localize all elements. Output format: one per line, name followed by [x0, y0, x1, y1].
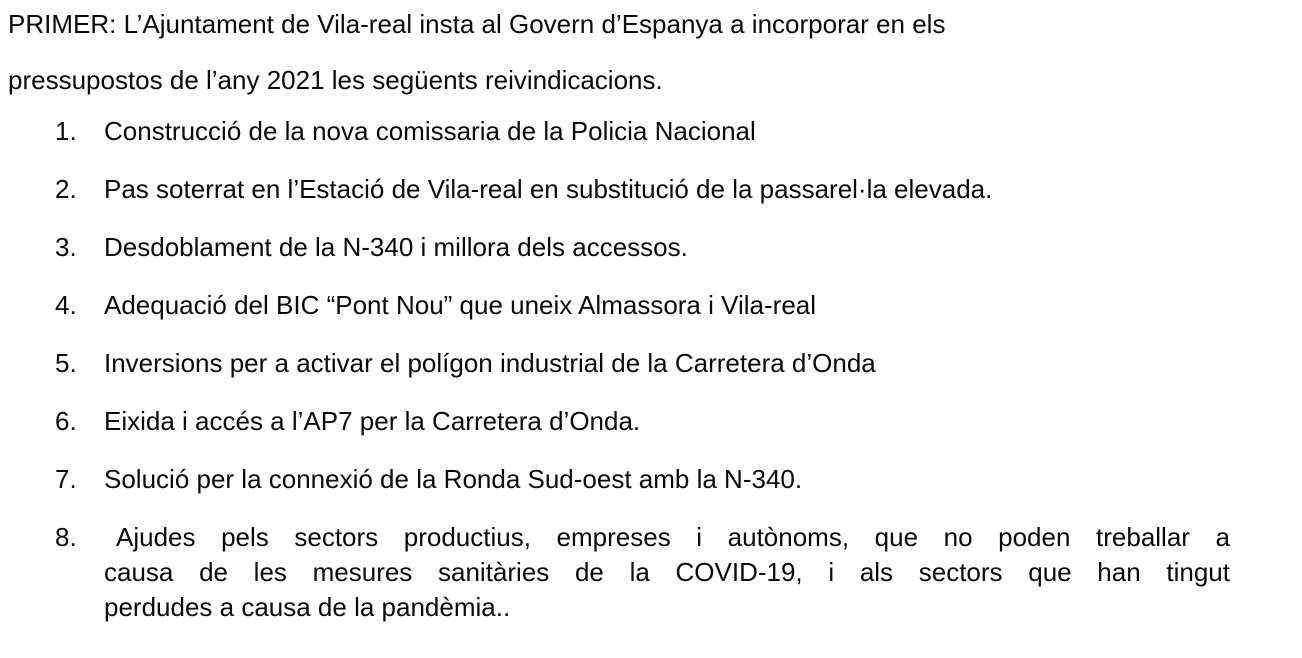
list-item-text: Pas soterrat en l’Estació de Vila-real en substitució de la passarel·la elevada. — [104, 174, 993, 204]
list-item-text: Eixida i accés a l’AP7 per la Carretera d’Onda. — [104, 406, 641, 436]
list-item-number: 8. — [55, 522, 77, 552]
list-item-number: 1. — [55, 116, 77, 146]
list-item-number: 7. — [55, 464, 77, 494]
list-item-number: 6. — [55, 406, 77, 436]
list-item-number: 2. — [55, 174, 77, 204]
list-item-number: 4. — [55, 290, 77, 320]
intro-line-2: pressupostos de l’any 2021 les següents reivindicacions. — [8, 65, 663, 95]
list-item-number: 5. — [55, 348, 77, 378]
list-item-text: Construcció de la nova comissaria de la Policia Nacional — [104, 116, 756, 146]
intro-line-1: PRIMER: L’Ajuntament de Vila-real insta al Govern d’Espanya a incorporar en els — [8, 9, 946, 39]
list-item-text: Adequació del BIC “Pont Nou” que uneix Almassora i Vila-real — [104, 290, 817, 320]
intro-paragraph — [8, 0, 945, 108]
list-item-number: 3. — [55, 232, 77, 262]
list-item-text: Inversions per a activar el polígon industrial de la Carretera d’Onda — [104, 348, 876, 378]
list-item-text — [104, 520, 1230, 625]
list-item-text: Desdoblament de la N-340 i millora dels accessos. — [104, 232, 688, 262]
list-item-text: Solució per la connexió de la Ronda Sud-oest amb la N-340. — [104, 464, 803, 494]
justified-line-3: perdudes a causa de la pandèmia.. — [104, 592, 511, 622]
justified-line-1: Ajudes pels sectors productius, empreses i autònoms, que no poden treballar a — [116, 522, 1230, 552]
justified-line-2: causa de les mesures sanitàries de la COVID-19, i als sectors que han tingut — [104, 557, 1230, 587]
